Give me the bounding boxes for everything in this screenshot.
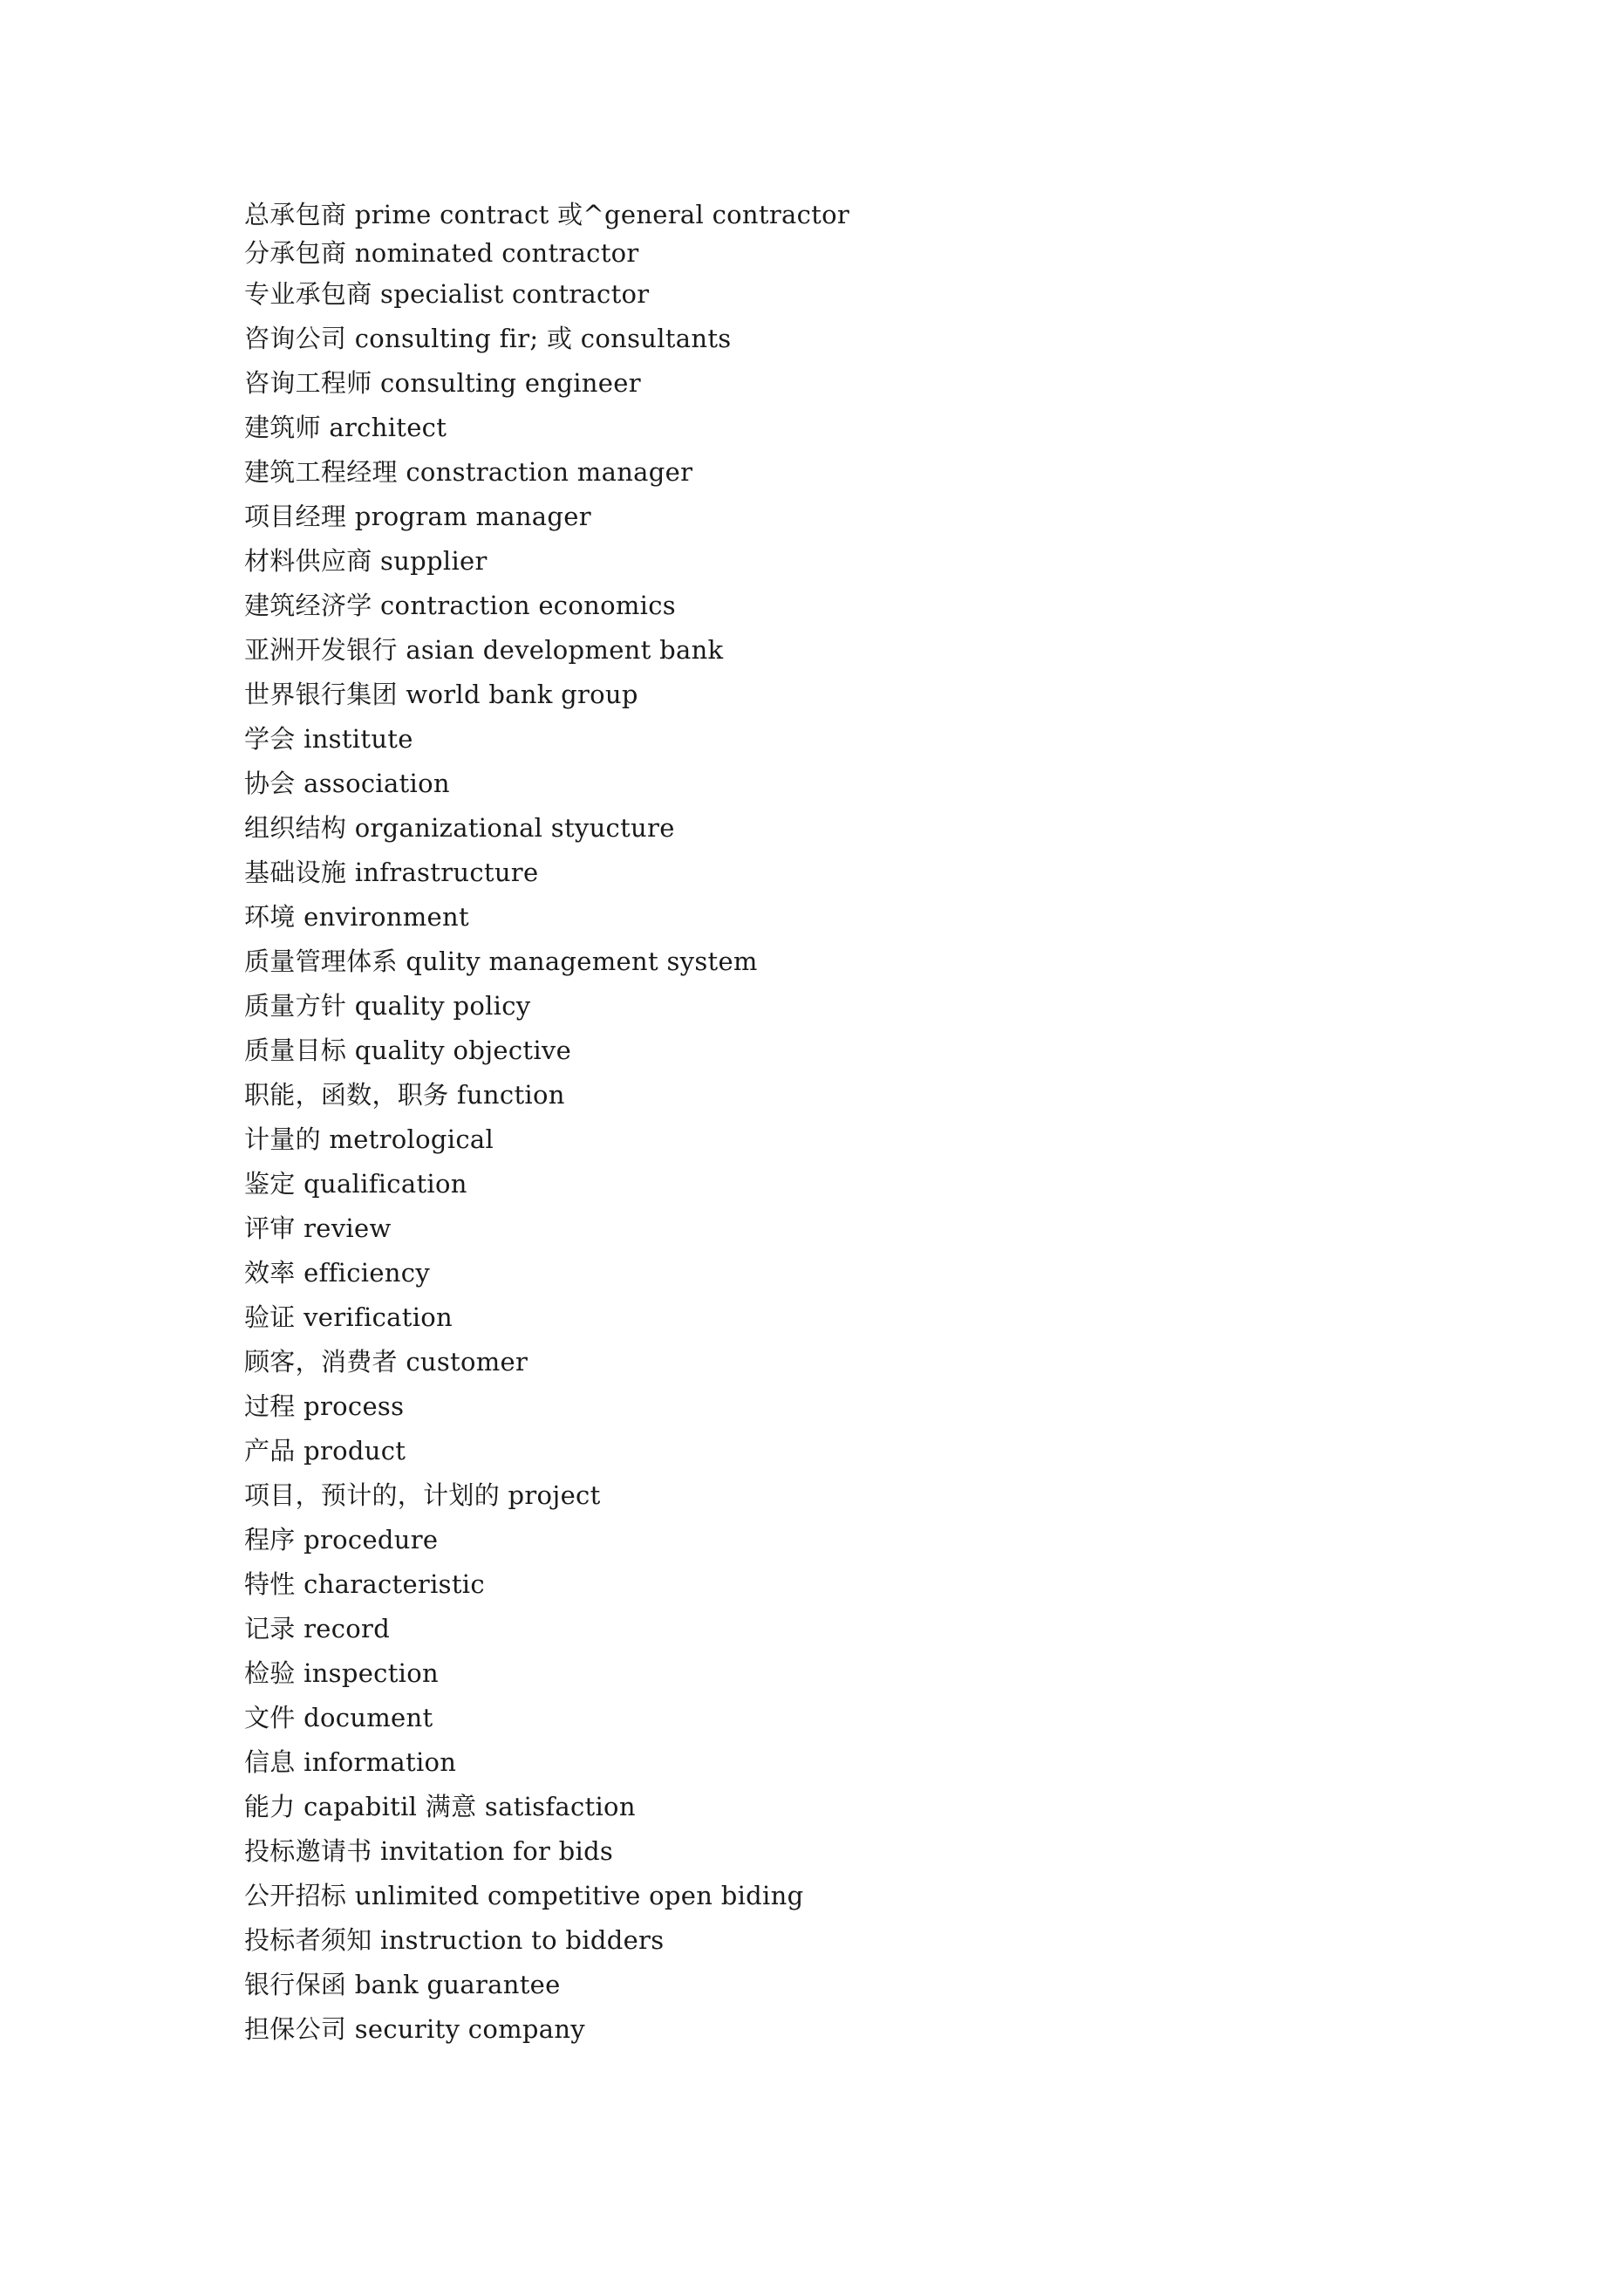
glossary-entry: 文件 document xyxy=(244,1703,433,1732)
glossary-entry: 质量管理体系 qulity management system xyxy=(244,946,758,976)
glossary-entry: 项目经理 program manager xyxy=(244,502,591,531)
glossary-entry: 检验 inspection xyxy=(244,1658,439,1688)
glossary-entry: 质量方针 quality policy xyxy=(244,991,531,1021)
glossary-list xyxy=(244,195,849,2052)
glossary-entry: 总承包商 prime contract 或^general contractor xyxy=(244,200,850,229)
glossary-entry: 世界银行集团 world bank group xyxy=(244,680,638,709)
glossary-entry: 专业承包商 specialist contractor xyxy=(244,279,650,309)
glossary-entry: 协会 association xyxy=(244,769,450,798)
glossary-entry: 计量的 metrological xyxy=(244,1124,494,1154)
glossary-entry: 记录 record xyxy=(244,1614,391,1643)
glossary-entry: 效率 efficiency xyxy=(244,1258,431,1288)
glossary-entry: 咨询工程师 consulting engineer xyxy=(244,368,641,398)
glossary-entry: 质量目标 quality objective xyxy=(244,1035,572,1065)
glossary-entry: 程序 procedure xyxy=(244,1525,439,1555)
glossary-entry: 鉴定 qualification xyxy=(244,1169,467,1199)
glossary-entry: 建筑工程经理 constraction manager xyxy=(244,457,693,487)
glossary-entry: 建筑师 architect xyxy=(244,413,447,442)
glossary-entry: 咨询公司 consulting fir; 或 consultants xyxy=(244,324,732,353)
glossary-entry: 学会 institute xyxy=(244,724,413,754)
glossary-entry: 验证 verification xyxy=(244,1302,453,1332)
glossary-entry: 材料供应商 supplier xyxy=(244,546,488,576)
glossary-entry: 过程 process xyxy=(244,1391,405,1421)
glossary-entry: 能力 capabitil 满意 satisfaction xyxy=(244,1792,636,1821)
glossary-entry: 职能，函数，职务 function xyxy=(244,1080,565,1110)
glossary-entry: 特性 characteristic xyxy=(244,1569,485,1599)
glossary-entry: 环境 environment xyxy=(244,902,469,932)
glossary-entry: 公开招标 unlimited competitive open biding xyxy=(244,1881,804,1910)
glossary-entry: 担保公司 security company xyxy=(244,2014,585,2044)
glossary-entry: 顾客，消费者 customer xyxy=(244,1347,528,1377)
glossary-entry: 基础设施 infrastructure xyxy=(244,858,539,887)
glossary-entry: 组织结构 organizational styucture xyxy=(244,813,675,843)
glossary-entry: 建筑经济学 contraction economics xyxy=(244,591,676,620)
glossary-entry: 银行保函 bank guarantee xyxy=(244,1970,561,1999)
glossary-entry: 投标者须知 instruction to bidders xyxy=(244,1925,665,1955)
glossary-entry: 投标邀请书 invitation for bids xyxy=(244,1836,614,1866)
glossary-entry: 产品 product xyxy=(244,1436,406,1466)
glossary-entry: 分承包商 nominated contractor xyxy=(244,238,639,268)
glossary-entry: 信息 information xyxy=(244,1747,457,1777)
glossary-entry: 亚洲开发银行 asian development bank xyxy=(244,635,724,665)
glossary-entry: 项目，预计的，计划的 project xyxy=(244,1480,601,1510)
glossary-entry: 评审 review xyxy=(244,1213,392,1243)
